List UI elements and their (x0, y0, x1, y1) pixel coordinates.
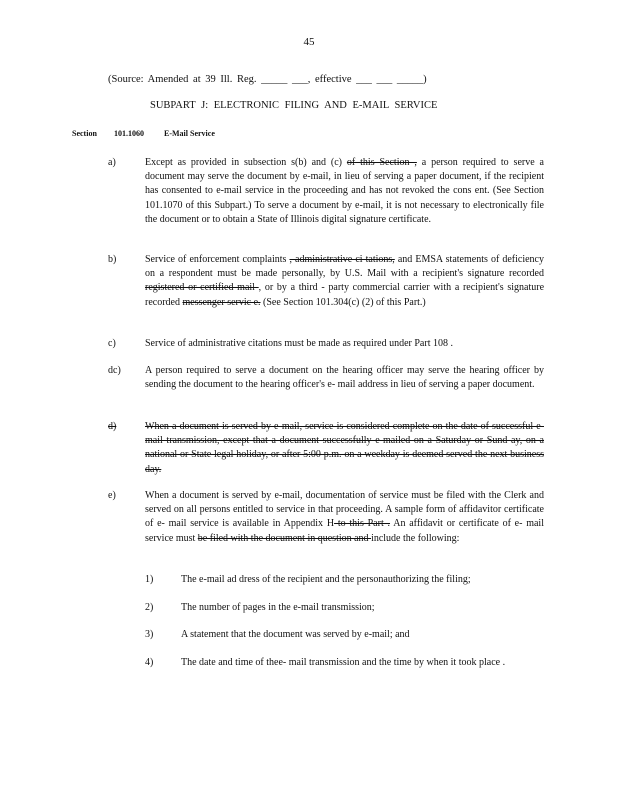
subsection-b-text-part: , or by a third - party commercial carrier with a recipient's signature recorded (145, 282, 545, 308)
subsection-b-deleted-text: messenger servic e. (182, 296, 261, 308)
list-item-text: The date and time of thee- mail transmission and the time by when it took place . (181, 657, 506, 668)
subsection-e-label: e) (108, 490, 116, 501)
subsection-b (108, 253, 544, 310)
subsection-a-text (145, 156, 544, 227)
subsection-e-text-part: An affidavit or certificate of e- mail service must (145, 518, 544, 544)
subsection-b-label: b) (108, 254, 117, 265)
list-item (145, 628, 545, 642)
subsection-b-text-part: Service of enforcement complaints (145, 254, 290, 265)
source-note: (Source: Amended at 39 Ill. Reg. _____ ___, effective ___ ___ _____) (108, 74, 427, 85)
page-number: 45 (303, 36, 315, 48)
subsection-dc-text: A person required to serve a document on the hearing officer may serve the hearing officer by sending the document to the hearing officer's e- mail address in lieu of serving a paper document. (145, 365, 544, 391)
section-label: Section (72, 129, 97, 138)
list-item-text: The number of pages in the e-mail transmission; (181, 602, 375, 613)
subsection-a-deleted-text: of this Section , (346, 157, 417, 168)
subsection-dc (108, 364, 544, 392)
list-item-text: The e-mail ad dress of the recipient and the personauthorizing the filing; (181, 574, 471, 585)
section-heading (72, 129, 215, 138)
subsection-e-deleted-text: to this Part . (334, 518, 391, 530)
subsection-b-deleted-text: registered or certified mail (145, 282, 259, 294)
subpart-title: SUBPART J: ELECTRONIC FILING AND E-MAIL SERVICE (150, 100, 438, 111)
subsection-e-text (145, 489, 544, 546)
subsection-d-text: When a document is served by e-mail, service is considered complete on the date of successful e-mail transmission, except that a document successfully e-mailed on a Saturday or Sund ay, on a national or State legal holiday, or after 5:00 p.m. on a weekday is deemed served the next business day. (145, 421, 544, 475)
subsection-c-label: c) (108, 338, 116, 349)
subsection-e-deleted-text: be filed with the document in question and (197, 532, 372, 544)
subsection-c (108, 337, 544, 351)
subsection-b-text-part: and EMSA statements of deficiency on a respondent must be made personally, by U.S. Mail with a recipient's signature recorded (145, 254, 544, 280)
subsection-a-text-part: Except as provided in subsection s(b) and (c) (145, 157, 347, 168)
subsection-a-text-part: a person required to serve a document may serve the document by e-mail, in lieu of serving a paper document, if the recipient has consented to e-mail service in the proceeding and has not revoked the cons ent. (See Section 101.1070 of this Subpart.) To serve a document by e-mail, it is not necessary to electronically file the document or to obtain a State of Illinois digital signature certificate. (145, 157, 544, 225)
section-number: 101.1060 (114, 129, 144, 138)
subsection-b-text-part: (See Section 101.304(c) (2) of this Part.) (260, 296, 426, 308)
subsection-c-text: Service of administrative citations must be made as required under Part 108 . (145, 338, 453, 349)
list-item (145, 573, 545, 587)
subsection-a (108, 156, 544, 227)
section-title: E-Mail Service (164, 129, 215, 138)
subsection-d-label: d) (108, 421, 117, 432)
subsection-dc-label: dc) (108, 365, 121, 376)
list-item-label: 4) (145, 657, 154, 668)
list-item-text: A statement that the document was served by e-mail; and (181, 629, 410, 640)
subsection-a-label: a) (108, 157, 116, 168)
list-item-label: 1) (145, 574, 154, 585)
list-item-label: 3) (145, 629, 154, 640)
list-item-label: 2) (145, 602, 154, 613)
subsection-d-deleted (108, 420, 544, 477)
subsection-e (108, 489, 544, 546)
subsection-e-text-part: When a document is served by e-mail, documentation of service must be filed with the Clerk and served on all persons entitled to service in that proceeding. A sample form of affidavitor certificate of e- mail service is available in Appendix H (145, 490, 544, 530)
subsection-b-deleted-text: , administrative ci tations, (289, 254, 395, 265)
subsection-b-text (145, 253, 544, 310)
list-item (145, 601, 545, 615)
list-item (145, 656, 545, 670)
subsection-e-text-part: include the following: (371, 532, 460, 544)
